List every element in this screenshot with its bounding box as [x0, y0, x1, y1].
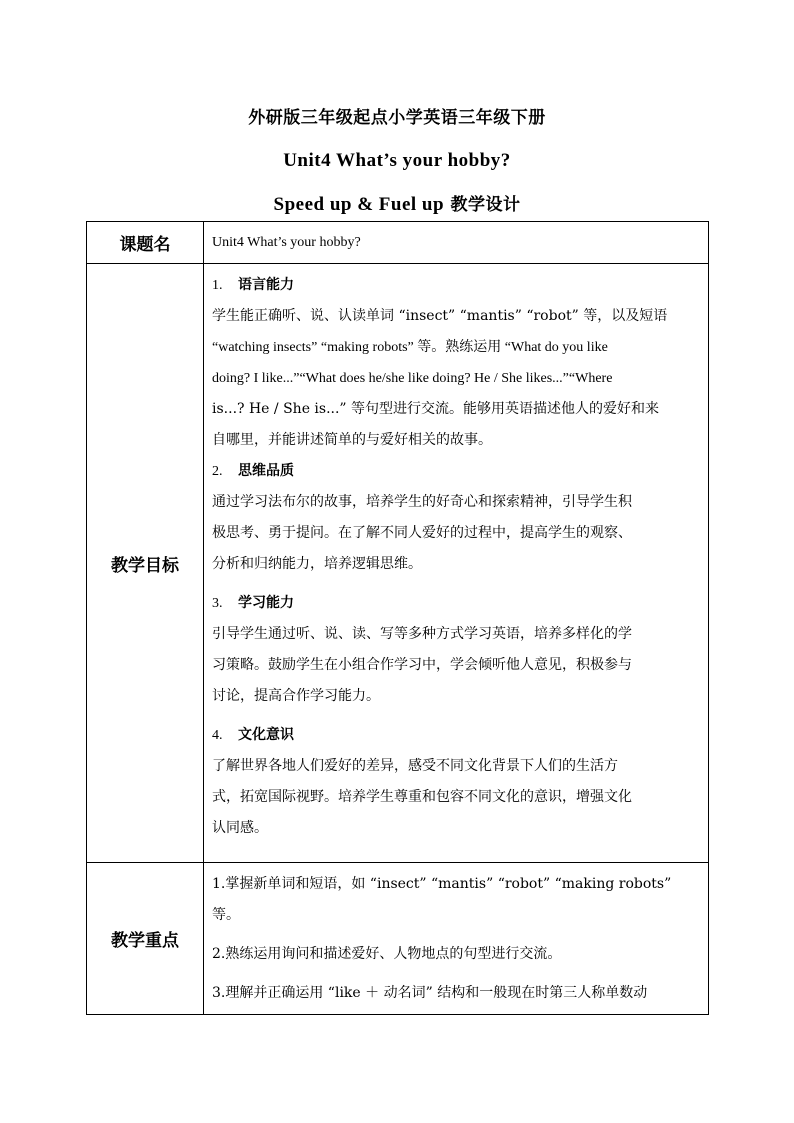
- document-title: 外研版三年级起点小学英语三年级下册: [248, 108, 546, 128]
- goal-line: 了解世界各地人们爱好的差异，感受不同文化背景下人们的生活方: [212, 758, 618, 774]
- table-row-topic: [87, 222, 709, 264]
- goal-line: 习策略。鼓励学生在小组合作学习中，学会倾听他人意见，积极参与: [212, 657, 632, 673]
- key-point-line: 等。: [212, 907, 240, 923]
- table-row-key-points: [87, 863, 709, 1015]
- key-point-line: 3.理解并正确运用 “like ＋ 动名词” 结构和一般现在时第三人称单数动: [212, 985, 648, 1001]
- topic-value: Unit4 What’s your hobby?: [204, 222, 709, 264]
- lesson-subtitle: [0, 190, 794, 216]
- key-point-line: 2.熟练运用询问和描述爱好、人物地点的句型进行交流。: [212, 946, 562, 962]
- goal-heading: 2. 思维品质: [212, 463, 294, 479]
- goal-line: 极思考、勇于提问。在了解不同人爱好的过程中，提高学生的观察、: [212, 525, 632, 541]
- unit-title: Unit4 What’s your hobby?: [283, 150, 511, 171]
- goal-line: doing? I like...”“What does he/she like doing? He / She likes...”“Where: [212, 371, 613, 386]
- goals-content: [204, 264, 709, 863]
- key-points-content: [204, 863, 709, 1015]
- goal-line: is...? He / She is...” 等句型进行交流。能够用英语描述他人的爱好和来: [212, 401, 660, 417]
- key-point-line: 1.掌握新单词和短语，如 “insect” “mantis” “robot” “making robots”: [212, 876, 672, 892]
- goal-line: 通过学习法布尔的故事，培养学生的好奇心和探索精神，引导学生积: [212, 494, 632, 510]
- goal-line: “watching insects” “making robots” 等。熟练运用 “What do you like: [212, 340, 608, 355]
- goal-line: 式，拓宽国际视野。培养学生尊重和包容不同文化的意识，增强文化: [212, 789, 632, 805]
- goal-heading: 3. 学习能力: [212, 595, 294, 611]
- lesson-subtitle-en: Speed up & Fuel up: [273, 194, 445, 215]
- goal-line: 认同感。: [212, 820, 268, 836]
- goal-line: 自哪里，并能讲述简单的与爱好相关的故事。: [212, 432, 492, 448]
- goal-heading: 1. 语言能力: [212, 277, 294, 293]
- goal-line: 分析和归纳能力，培养逻辑思维。: [212, 556, 422, 572]
- lesson-plan-table: [86, 221, 709, 1015]
- goal-heading: 4. 文化意识: [212, 727, 294, 743]
- goals-label: 教学目标: [87, 264, 204, 863]
- goal-line: 讨论，提高合作学习能力。: [212, 688, 380, 704]
- table-row-goals: [87, 264, 709, 863]
- topic-label: 课题名: [87, 222, 204, 264]
- key-points-label: 教学重点: [87, 863, 204, 1015]
- goal-line: 引导学生通过听、说、读、写等多种方式学习英语，培养多样化的学: [212, 626, 632, 642]
- lesson-subtitle-zh: 教学设计: [450, 195, 521, 215]
- goal-line: 学生能正确听、说、认读单词 “insect” “mantis” “robot” 等，以及短语: [212, 308, 668, 324]
